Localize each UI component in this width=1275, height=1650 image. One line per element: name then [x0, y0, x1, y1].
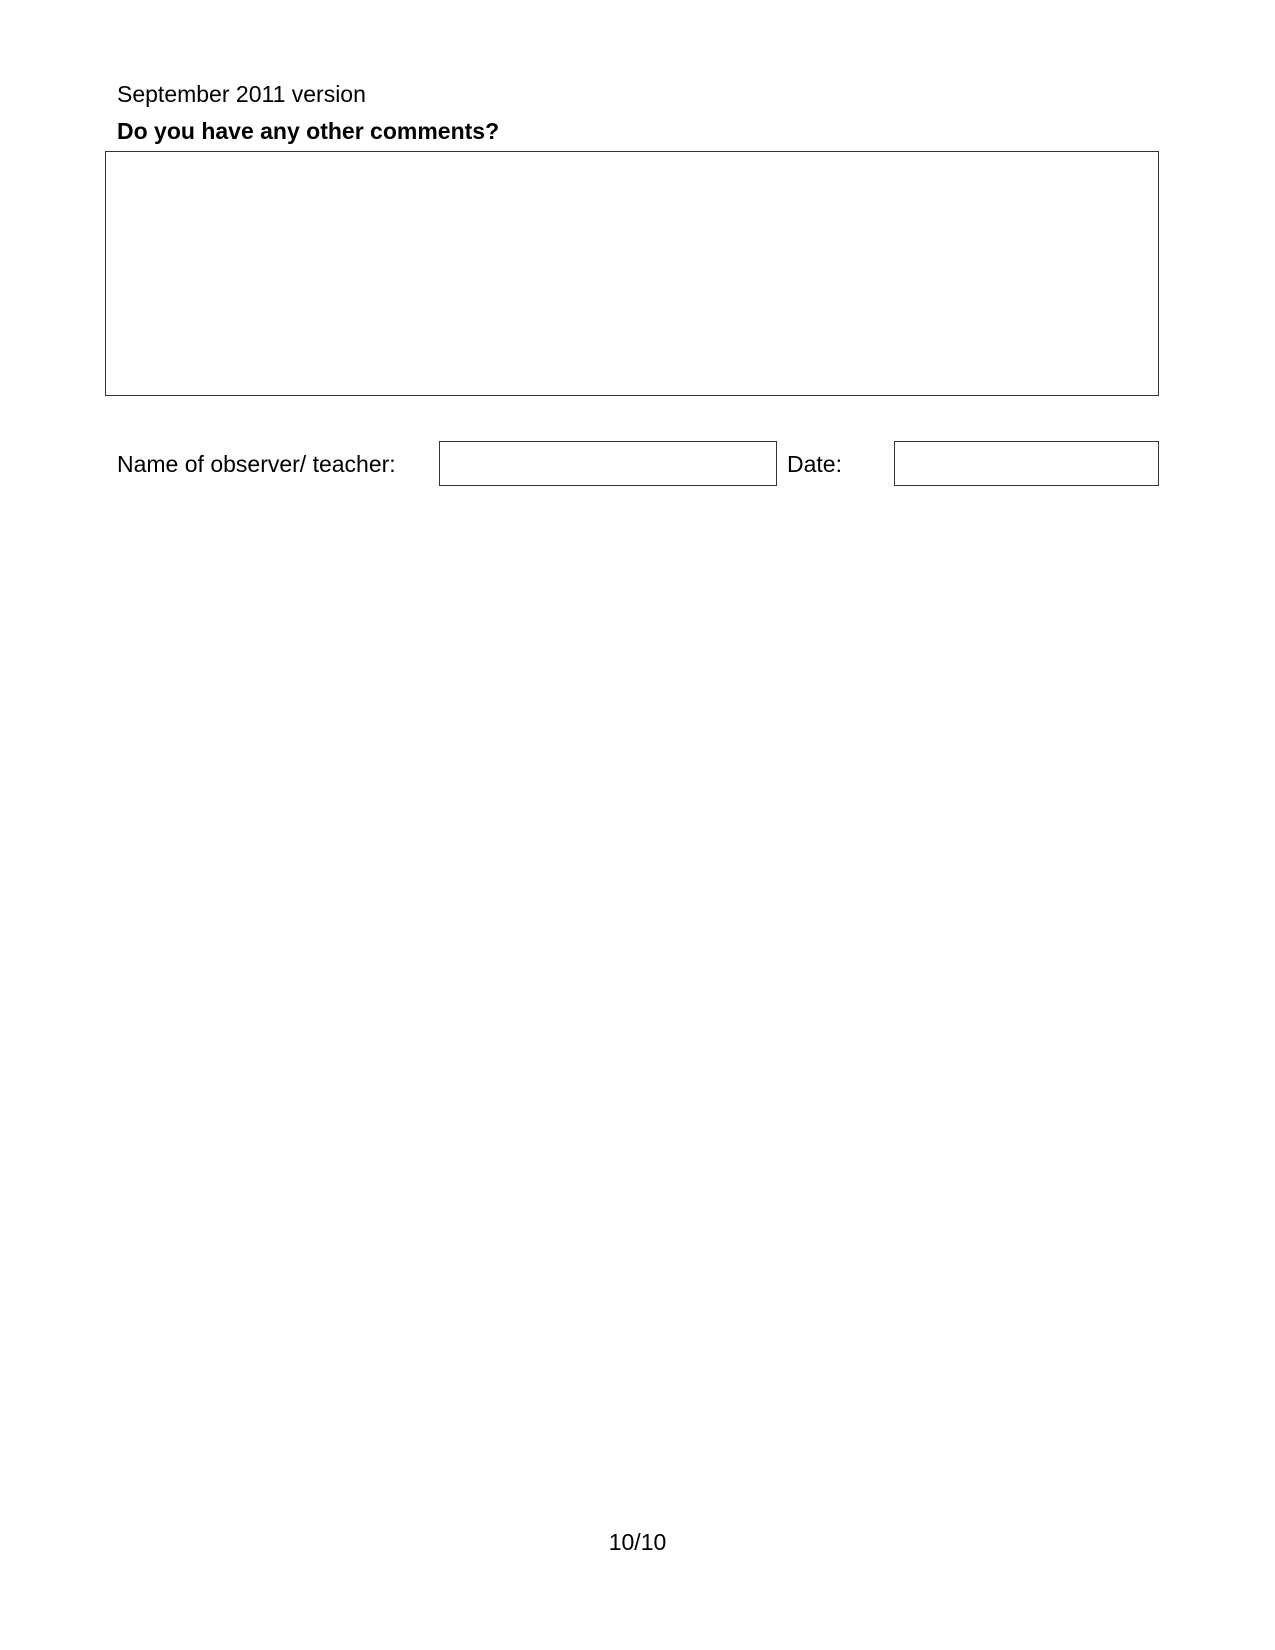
date-label: Date: [787, 451, 842, 477]
version-line: September 2011 version [117, 81, 366, 107]
observer-name-field[interactable] [439, 441, 777, 486]
observer-label: Name of observer/ teacher: [117, 451, 396, 477]
date-field[interactable] [894, 441, 1159, 486]
page-number: 10/10 [608, 1529, 667, 1555]
comments-box[interactable] [105, 151, 1159, 396]
comments-question: Do you have any other comments? [117, 118, 500, 144]
